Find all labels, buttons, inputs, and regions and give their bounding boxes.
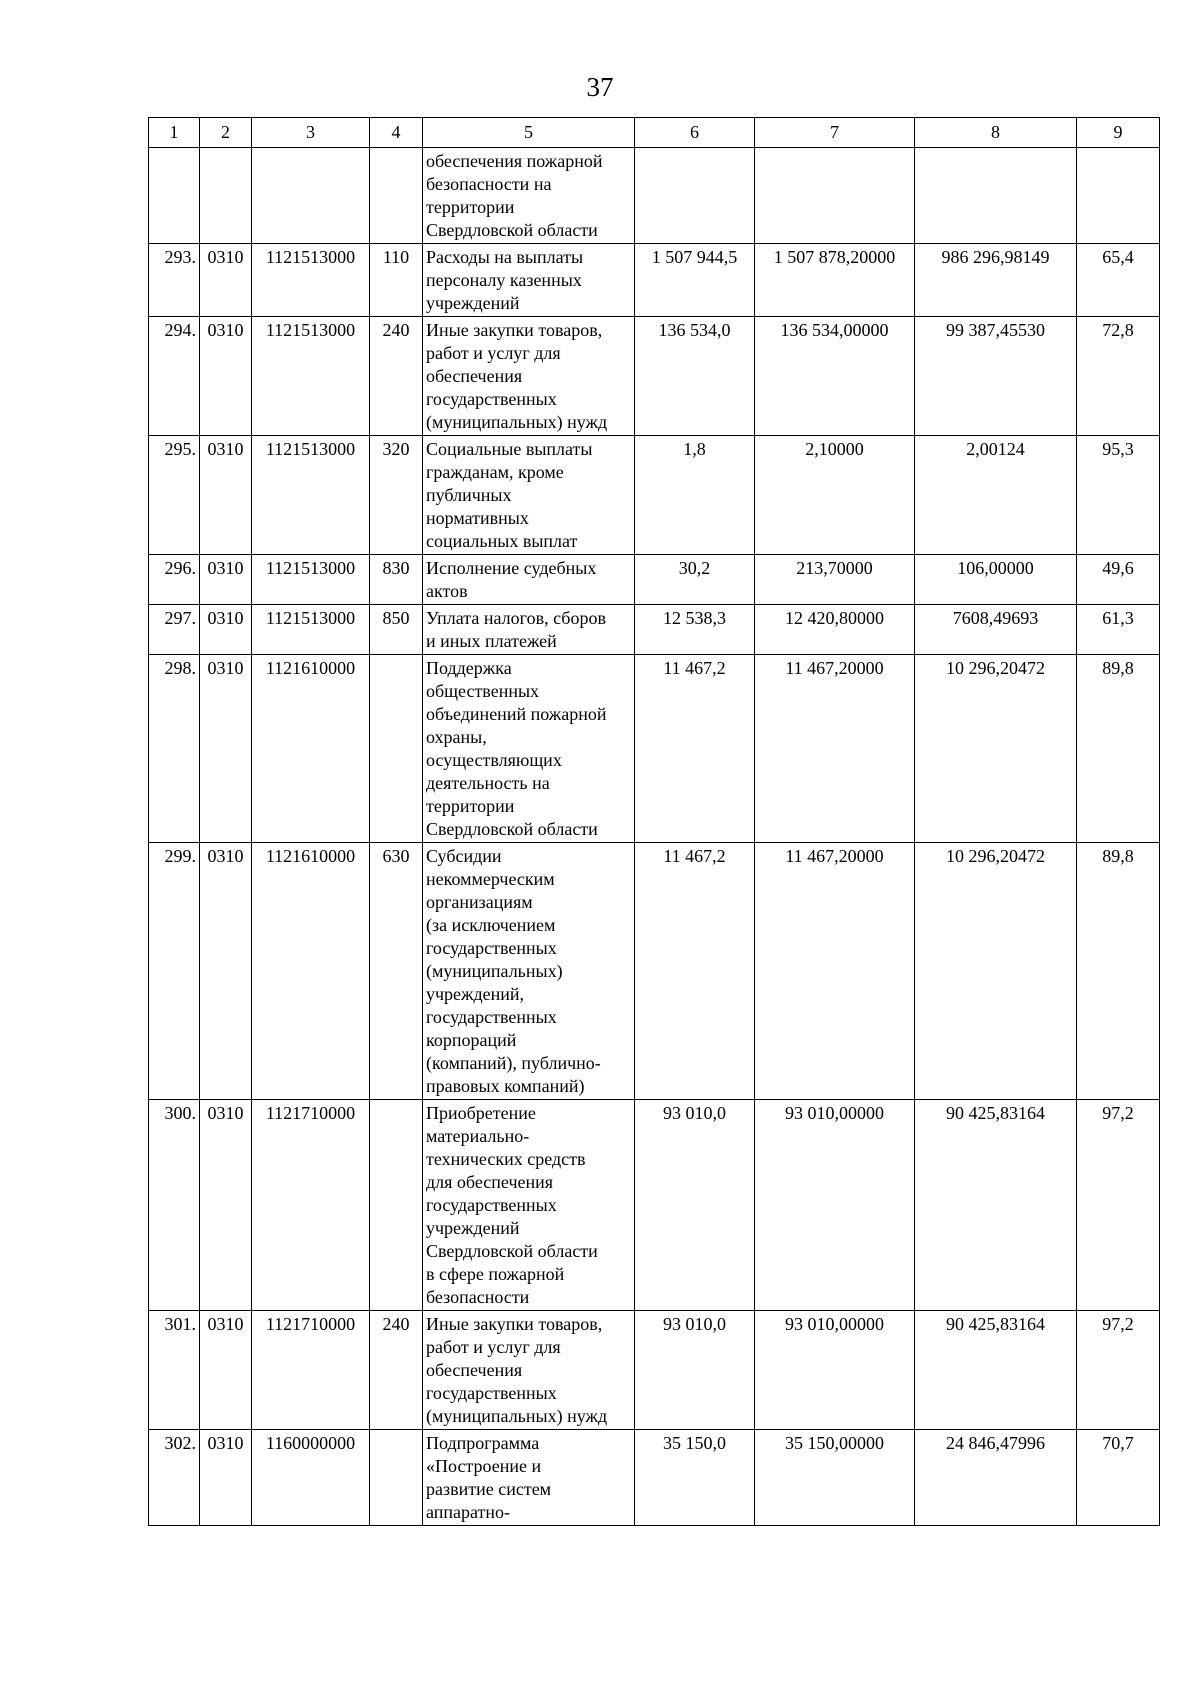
row-number-cell: 299. xyxy=(149,843,200,1100)
target-article-cell: 1121610000 xyxy=(252,655,370,843)
expense-type-cell: 630 xyxy=(370,843,423,1100)
percent-cell xyxy=(1077,148,1160,244)
amount-cell: 213,70000 xyxy=(755,555,915,605)
target-article-cell xyxy=(252,148,370,244)
target-article-cell: 1160000000 xyxy=(252,1430,370,1526)
section-code-cell: 0310 xyxy=(200,843,252,1100)
amount-cell: 24 846,47996 xyxy=(915,1430,1077,1526)
row-number-cell: 295. xyxy=(149,436,200,555)
amount-cell: 10 296,20472 xyxy=(915,655,1077,843)
amount-cell: 99 387,45530 xyxy=(915,317,1077,436)
table-row xyxy=(149,555,1160,605)
amount-cell: 11 467,20000 xyxy=(755,843,915,1100)
amount-cell: 7608,49693 xyxy=(915,605,1077,655)
amount-cell: 136 534,0 xyxy=(635,317,755,436)
column-header: 7 xyxy=(755,118,915,148)
item-name-cell: Уплата налогов, сборов и иных платежей xyxy=(423,605,635,655)
row-number-cell: 298. xyxy=(149,655,200,843)
amount-cell: 1 507 944,5 xyxy=(635,244,755,317)
amount-cell: 93 010,0 xyxy=(635,1100,755,1311)
section-code-cell: 0310 xyxy=(200,1430,252,1526)
table-row xyxy=(149,1100,1160,1311)
table-header-row xyxy=(149,118,1160,148)
target-article-cell: 1121513000 xyxy=(252,555,370,605)
section-code-cell: 0310 xyxy=(200,317,252,436)
amount-cell: 11 467,20000 xyxy=(755,655,915,843)
amount-cell: 93 010,0 xyxy=(635,1311,755,1430)
amount-cell: 10 296,20472 xyxy=(915,843,1077,1100)
amount-cell: 35 150,00000 xyxy=(755,1430,915,1526)
column-header: 2 xyxy=(200,118,252,148)
row-number-cell xyxy=(149,148,200,244)
percent-cell: 97,2 xyxy=(1077,1100,1160,1311)
row-number-cell: 297. xyxy=(149,605,200,655)
target-article-cell: 1121710000 xyxy=(252,1311,370,1430)
expense-type-cell: 320 xyxy=(370,436,423,555)
amount-cell xyxy=(635,148,755,244)
amount-cell: 1 507 878,20000 xyxy=(755,244,915,317)
page-number: 37 xyxy=(586,72,614,102)
section-code-cell: 0310 xyxy=(200,436,252,555)
item-name-cell: Исполнение судебных актов xyxy=(423,555,635,605)
target-article-cell: 1121513000 xyxy=(252,436,370,555)
table-row xyxy=(149,655,1160,843)
table-body xyxy=(149,148,1160,1526)
section-code-cell: 0310 xyxy=(200,1311,252,1430)
table-row xyxy=(149,843,1160,1100)
item-name-cell: Социальные выплаты гражданам, кроме публичных нормативных социальных выплат xyxy=(423,436,635,555)
amount-cell: 12 420,80000 xyxy=(755,605,915,655)
amount-cell: 2,00124 xyxy=(915,436,1077,555)
amount-cell: 11 467,2 xyxy=(635,843,755,1100)
amount-cell: 30,2 xyxy=(635,555,755,605)
section-code-cell: 0310 xyxy=(200,655,252,843)
expense-type-cell: 110 xyxy=(370,244,423,317)
percent-cell: 61,3 xyxy=(1077,605,1160,655)
amount-cell: 12 538,3 xyxy=(635,605,755,655)
table-row xyxy=(149,1430,1160,1526)
percent-cell: 97,2 xyxy=(1077,1311,1160,1430)
row-number-cell: 296. xyxy=(149,555,200,605)
table-row xyxy=(149,148,1160,244)
item-name-cell: Подпрограмма «Построение и развитие систем аппаратно- xyxy=(423,1430,635,1526)
amount-cell xyxy=(755,148,915,244)
target-article-cell: 1121513000 xyxy=(252,317,370,436)
column-header: 5 xyxy=(423,118,635,148)
amount-cell: 90 425,83164 xyxy=(915,1100,1077,1311)
expense-type-cell: 850 xyxy=(370,605,423,655)
item-name-cell: Субсидии некоммерческим организациям (за исключением государственных (муниципальных) учреждений, государственных корпораций (компаний), публично- правовых компаний) xyxy=(423,843,635,1100)
budget-table xyxy=(148,117,1160,1526)
section-code-cell: 0310 xyxy=(200,605,252,655)
percent-cell: 70,7 xyxy=(1077,1430,1160,1526)
item-name-cell: обеспечения пожарной безопасности на территории Свердловской области xyxy=(423,148,635,244)
table-row xyxy=(149,436,1160,555)
amount-cell: 35 150,0 xyxy=(635,1430,755,1526)
percent-cell: 95,3 xyxy=(1077,436,1160,555)
table-row xyxy=(149,1311,1160,1430)
column-header: 4 xyxy=(370,118,423,148)
column-header: 9 xyxy=(1077,118,1160,148)
amount-cell: 106,00000 xyxy=(915,555,1077,605)
column-header: 8 xyxy=(915,118,1077,148)
percent-cell: 72,8 xyxy=(1077,317,1160,436)
table-row xyxy=(149,244,1160,317)
expense-type-cell xyxy=(370,655,423,843)
column-header: 3 xyxy=(252,118,370,148)
section-code-cell xyxy=(200,148,252,244)
percent-cell: 89,8 xyxy=(1077,843,1160,1100)
item-name-cell: Иные закупки товаров, работ и услуг для обеспечения государственных (муниципальных) нужд xyxy=(423,1311,635,1430)
amount-cell: 93 010,00000 xyxy=(755,1311,915,1430)
item-name-cell: Приобретение материально- технических средств для обеспечения государственных учреждений Свердловской области в сфере пожарной безопасности xyxy=(423,1100,635,1311)
expense-type-cell: 240 xyxy=(370,1311,423,1430)
item-name-cell: Иные закупки товаров, работ и услуг для обеспечения государственных (муниципальных) нужд xyxy=(423,317,635,436)
expense-type-cell xyxy=(370,148,423,244)
amount-cell: 11 467,2 xyxy=(635,655,755,843)
column-header: 6 xyxy=(635,118,755,148)
amount-cell: 136 534,00000 xyxy=(755,317,915,436)
percent-cell: 65,4 xyxy=(1077,244,1160,317)
amount-cell: 986 296,98149 xyxy=(915,244,1077,317)
row-number-cell: 294. xyxy=(149,317,200,436)
expense-type-cell: 830 xyxy=(370,555,423,605)
section-code-cell: 0310 xyxy=(200,555,252,605)
row-number-cell: 301. xyxy=(149,1311,200,1430)
expense-type-cell: 240 xyxy=(370,317,423,436)
table-row xyxy=(149,317,1160,436)
row-number-cell: 293. xyxy=(149,244,200,317)
expense-type-cell xyxy=(370,1430,423,1526)
item-name-cell: Расходы на выплаты персоналу казенных учреждений xyxy=(423,244,635,317)
target-article-cell: 1121610000 xyxy=(252,843,370,1100)
target-article-cell: 1121513000 xyxy=(252,244,370,317)
amount-cell: 93 010,00000 xyxy=(755,1100,915,1311)
table-row xyxy=(149,605,1160,655)
item-name-cell: Поддержка общественных объединений пожарной охраны, осуществляющих деятельность на территории Свердловской области xyxy=(423,655,635,843)
section-code-cell: 0310 xyxy=(200,244,252,317)
amount-cell: 2,10000 xyxy=(755,436,915,555)
amount-cell: 90 425,83164 xyxy=(915,1311,1077,1430)
target-article-cell: 1121513000 xyxy=(252,605,370,655)
row-number-cell: 302. xyxy=(149,1430,200,1526)
column-header: 1 xyxy=(149,118,200,148)
percent-cell: 49,6 xyxy=(1077,555,1160,605)
target-article-cell: 1121710000 xyxy=(252,1100,370,1311)
row-number-cell: 300. xyxy=(149,1100,200,1311)
percent-cell: 89,8 xyxy=(1077,655,1160,843)
expense-type-cell xyxy=(370,1100,423,1311)
amount-cell xyxy=(915,148,1077,244)
section-code-cell: 0310 xyxy=(200,1100,252,1311)
amount-cell: 1,8 xyxy=(635,436,755,555)
